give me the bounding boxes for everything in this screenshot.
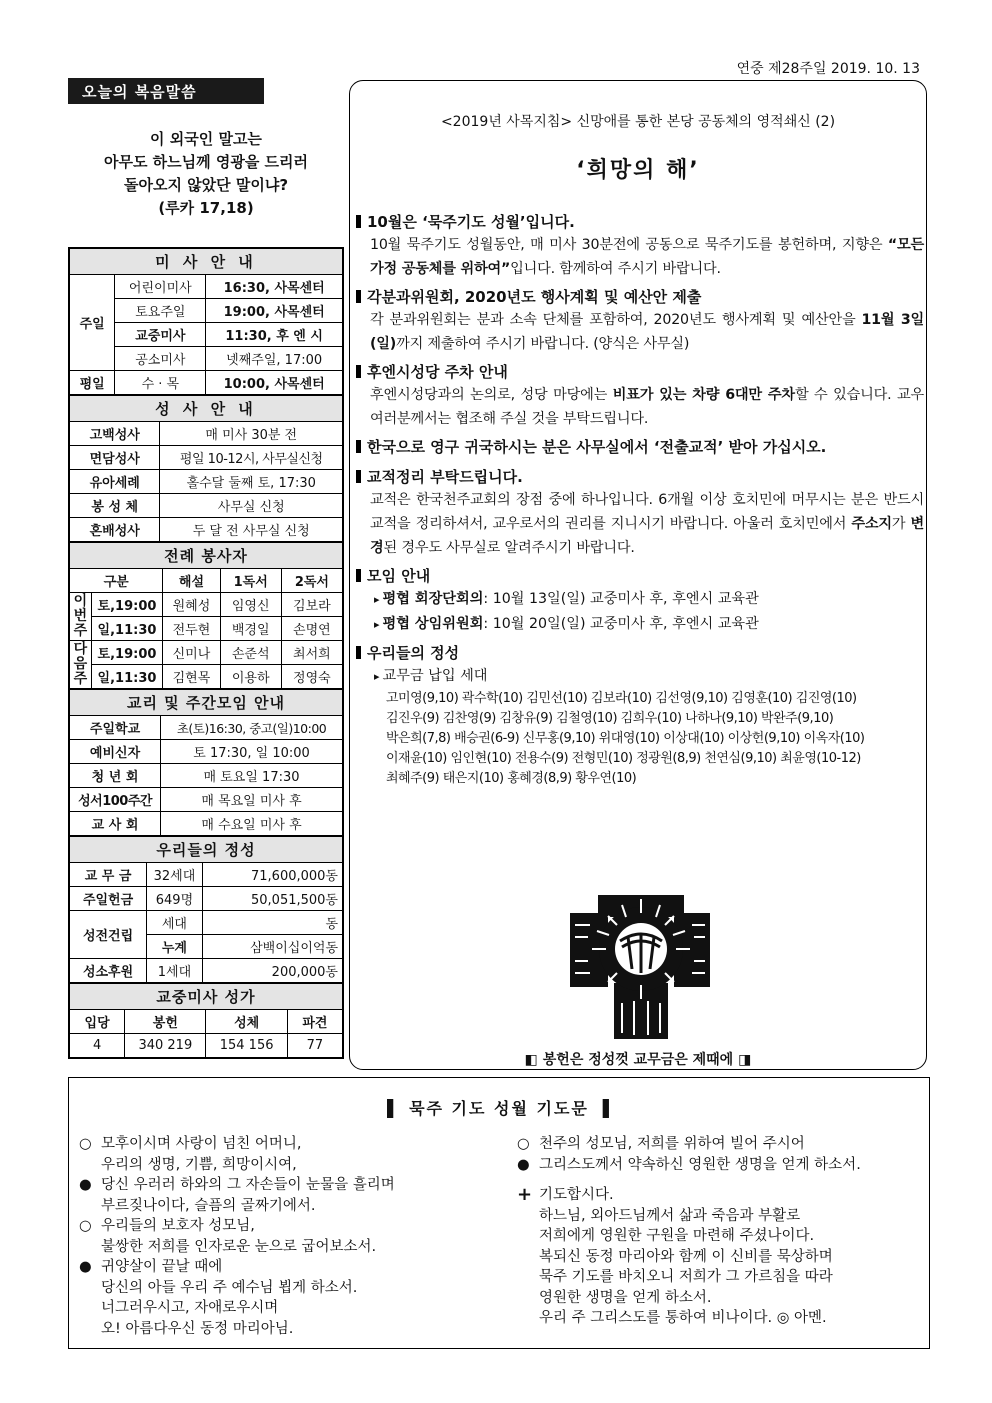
pastoral-title: ‘희망의 해’ [576, 158, 700, 183]
bullet-square-icon [356, 215, 361, 228]
prayer-title: ▌ 묵주 기도 성월 기도문 ▐ [387, 1099, 611, 1118]
mass-time: 11:30, 후 엔 시 [206, 323, 343, 347]
server-when: 일,11:30 [91, 617, 163, 641]
offering-count: 32세대 [147, 863, 203, 887]
hymn-number: 154 156 [206, 1034, 287, 1058]
server-reader2: 손명연 [281, 617, 342, 641]
server-commentator: 신미나 [163, 641, 220, 665]
prayer-line: 우리 주 그리스도를 통하여 비나이다. ◎ 아멘. [539, 1310, 827, 1326]
prayer-line: 영원한 생명을 얻게 하소서. [539, 1289, 712, 1306]
catechism-value: 토 17:30, 일 10:00 [161, 740, 343, 764]
notice-heading: 교적정리 부탁드립니다. [367, 468, 523, 486]
notice-heading: 우리들의 정성 [367, 644, 460, 662]
mass-name: 토요주일 [115, 299, 206, 323]
prayer-line: ○ 우리들의 보호자 성모님, [79, 1218, 255, 1234]
gospel-line: 이 외국인 말고는 [150, 130, 262, 148]
weekday-label: 평일 [70, 371, 115, 395]
prayer-line: ● 귀양살이 끝날 때에 [79, 1259, 223, 1275]
sacrament-name: 유아세례 [70, 470, 160, 494]
mass-name: 어린이미사 [115, 275, 206, 299]
notice-heading: 각분과위원회, 2020년도 행사계획 및 예산안 제출 [367, 288, 702, 306]
prayer-line: ● 당신 우러러 하와의 그 자손들이 눈물을 흘리며 [79, 1177, 395, 1193]
servers-header: 구분 [70, 569, 163, 593]
notice-body: 교적은 한국천주교회의 장점 중에 하나입니다. 6개월 이상 호치민에 머무시는 분은 반드시 교적을 정리하셔서, 교우로서의 권리를 지니시기 바랍니다. 아울러 호치민에서 주소지가 변경된 경우도 사무실로 알려주시기 바랍니다. [370, 492, 925, 556]
notice-devotion [356, 642, 924, 789]
server-commentator: 김현목 [163, 665, 220, 689]
catechism-value: 초(토)16:30, 중고(일)10:00 [161, 716, 343, 740]
hymn-header: 성체 [206, 1010, 287, 1034]
sacrament-name: 면담성사 [70, 446, 160, 470]
catechism-name: 예비신자 [70, 740, 161, 764]
catechism-name: 성서100주간 [70, 788, 161, 812]
sacrament-name: 고백성사 [70, 422, 160, 446]
hymn-number: 77 [287, 1034, 342, 1058]
offering-reminder: ◧ 봉헌은 정성껏 교무금은 제때에 ◨ [524, 1052, 752, 1068]
server-when: 토,19:00 [91, 641, 163, 665]
notice-plan [356, 286, 924, 356]
notice-body: 후엔시성당과의 논의로, 성당 마당에는 비표가 있는 차량 6대만 주차할 수 있습니다. 교우 여러분께서는 협조해 주실 것을 부탁드립니다. [370, 387, 925, 427]
mass-time: 19:00, 사목센터 [206, 299, 343, 323]
notice-heading: 10월은 ‘묵주기도 성월’입니다. [367, 213, 575, 231]
prayer-right-column [517, 1134, 927, 1329]
arrow-right-icon: ▸ [374, 670, 380, 683]
mass-time: 10:00, 사목센터 [206, 371, 343, 395]
hymn-number: 340 219 [125, 1034, 206, 1058]
next-week-label: 다음주 [70, 641, 92, 689]
notice-heading: 후엔시성당 주차 안내 [367, 363, 508, 381]
prayer-line: 저희에게 영원한 구원을 마련해 주셨나이다. [539, 1228, 815, 1244]
notice-body: 10월 묵주기도 성월동안, 매 미사 30분전에 공동으로 묵주기도를 봉헌하며, 지향은 “모든 가정 공동체를 위하여”입니다. 함께하여 주시기 바랍니다. [370, 237, 924, 277]
prayer-line: 묵주 기도를 바치오니 저희가 그 가르침을 따라 [539, 1269, 833, 1285]
offering-amount: 71,600,000동 [202, 863, 342, 887]
prayer-line: 당신의 아들 우리 주 예수님 뵙게 하소서. [101, 1279, 358, 1296]
offering-name: 주일헌금 [70, 887, 147, 911]
gospel-banner: 오늘의 복음말씀 [68, 78, 264, 104]
offering-name: 교 무 금 [70, 863, 147, 887]
hymns-section-title: 교중미사 성가 [70, 984, 343, 1010]
sacraments-section-title: 성 사 안 내 [70, 396, 343, 422]
servers-header: 2독서 [281, 569, 342, 593]
mass-time: 16:30, 사목센터 [206, 275, 343, 299]
meeting-line: ▸ 평협 회장단회의: 10월 13일(일) 교중미사 후, 후엔시 교육관 [374, 591, 759, 607]
offering-count: 649명 [147, 887, 203, 911]
bullet-square-icon [356, 470, 361, 483]
notice-body: 각 분과위원회는 분과 소속 단체를 포함하여, 2020년도 행사계획 및 예산안을 11월 3일(일)까지 제출하여 주시기 바랍니다. (양식은 사무실) [370, 312, 924, 352]
notice-return [356, 436, 924, 458]
catechism-value: 매 목요일 미사 후 [161, 788, 343, 812]
sunday-label: 주일 [70, 275, 115, 371]
catechism-value: 매 토요일 17:30 [161, 764, 343, 788]
server-reader2: 김보라 [281, 593, 342, 617]
offerings-section-title: 우리들의 정성 [70, 837, 343, 863]
gospel-reference: (루카 17,18) [158, 199, 254, 217]
offering-count: 누계 [147, 935, 203, 959]
mass-section-title: 미 사 안 내 [70, 249, 343, 275]
servers-header: 해설 [163, 569, 220, 593]
notice-parking [356, 361, 924, 431]
prayer-line: ○ 천주의 성모님, 저희를 위하여 빌어 주시어 [517, 1136, 805, 1152]
meeting-line: ▸ 평협 상임위원회: 10월 20일(일) 교중미사 후, 후엔시 교육관 [374, 616, 759, 632]
prayer-line: ○ 모후이시며 사랑이 넘친 어머니, [79, 1136, 302, 1152]
servers-header: 1독서 [220, 569, 281, 593]
notice-rosary [356, 211, 924, 281]
mass-name: 교중미사 [115, 323, 206, 347]
notice-meetings [356, 565, 924, 637]
gospel-quote [68, 128, 344, 220]
catechism-value: 매 수요일 미사 후 [161, 812, 343, 836]
offering-amount: 200,000동 [202, 959, 342, 983]
notice-registry [356, 466, 924, 560]
cross-icon: + [517, 1184, 533, 1205]
devotion-sub: ▸ 교무금 납입 세대 [374, 668, 488, 684]
server-reader1: 손준석 [220, 641, 281, 665]
name-line: 박은희(7,8) 배승권(6-9) 신무홍(9,10) 위대영(10) 이상대(10) 이상헌(9,10) 이옥자(10) [386, 731, 865, 746]
sacrament-name: 혼배성사 [70, 518, 160, 542]
server-when: 일,11:30 [91, 665, 163, 689]
catechism-name: 청 년 회 [70, 764, 161, 788]
sacrament-value: 두 달 전 사무실 신청 [160, 518, 343, 542]
notice-heading: 모임 안내 [367, 567, 431, 585]
prayer-line: 너그러우시고, 자애로우시며 [101, 1300, 279, 1316]
prayer-line: 불쌍한 저희를 인자로운 눈으로 굽어보소서. [101, 1238, 377, 1255]
arrow-right-icon: ▸ [374, 593, 380, 606]
gospel-line: 아무도 하느님께 영광을 드리러 [103, 153, 309, 171]
prayer-line: 우리의 생명, 기쁨, 희망이시여, [101, 1156, 297, 1173]
catechism-name: 주일학교 [70, 716, 161, 740]
offering-name: 성전건립 [70, 911, 147, 959]
prayer-line: 오! 아름다우신 동정 마리아님. [101, 1320, 294, 1337]
server-reader2: 최서희 [281, 641, 342, 665]
sacrament-value: 평일 10-12시, 사무실신청 [160, 446, 343, 470]
name-line: 김진우(9) 김찬영(9) 김창유(9) 김철영(10) 김희우(10) 나하나(9,10) 박완주(9,10) [386, 711, 834, 726]
mass-time: 넷째주일, 17:00 [206, 347, 343, 371]
prayer-line: + 기도합시다. [517, 1184, 614, 1205]
hymn-header: 봉헌 [125, 1010, 206, 1034]
server-reader1: 임영신 [220, 593, 281, 617]
pastoral-notices [349, 80, 927, 1070]
sacrament-value: 사무실 신청 [160, 494, 343, 518]
offering-amount: 삼백이십이억동 [202, 935, 342, 959]
bullet-square-icon [356, 290, 361, 303]
hymn-number: 4 [70, 1034, 125, 1058]
server-reader1: 백경일 [220, 617, 281, 641]
this-week-label: 이번주 [70, 593, 92, 641]
info-table [68, 247, 344, 1059]
sacrament-name: 봉 성 체 [70, 494, 160, 518]
sacrament-value: 매 미사 30분 전 [160, 422, 343, 446]
crucifix-woodcut-icon [570, 891, 710, 1041]
prayer-left-column [79, 1134, 499, 1339]
hymn-header: 입당 [70, 1010, 125, 1034]
bulletin-date: 연중 제28주일 2019. 10. 13 [736, 61, 920, 77]
offering-amount: 동 [202, 911, 342, 935]
server-reader2: 정영숙 [281, 665, 342, 689]
servers-section-title: 전례 봉사자 [70, 543, 343, 569]
prayer-line: ● 그리스도께서 약속하신 영원한 생명을 얻게 하소서. [517, 1156, 861, 1173]
name-line: 최혜주(9) 태은지(10) 홍혜경(8,9) 황우연(10) [386, 771, 637, 786]
notice-heading: 한국으로 영구 귀국하시는 분은 사무실에서 ‘전출교적’ 받아 가십시오. [367, 438, 827, 456]
offering-count: 세대 [147, 911, 203, 935]
bullet-square-icon [356, 646, 361, 659]
mass-name: 수 · 목 [115, 371, 206, 395]
mass-name: 공소미사 [115, 347, 206, 371]
server-commentator: 원혜성 [163, 593, 220, 617]
name-line: 이재윤(10) 임인현(10) 전용수(9) 전형민(10) 정광원(8,9) 천연심(9,10) 최윤영(10-12) [386, 751, 861, 766]
bullet-square-icon [356, 440, 361, 453]
offering-amount: 50,051,500동 [202, 887, 342, 911]
arrow-right-icon: ▸ [374, 618, 380, 631]
name-line: 고미영(9,10) 곽수학(10) 김민선(10) 김보라(10) 김선영(9,10) 김영훈(10) 김진영(10) [386, 691, 857, 706]
catechism-section-title: 교리 및 주간모임 안내 [70, 690, 343, 716]
gospel-line: 돌아오지 않았단 말이냐? [123, 176, 289, 194]
catechism-name: 교 사 회 [70, 812, 161, 836]
server-reader1: 이용하 [220, 665, 281, 689]
hymn-header: 파견 [287, 1010, 342, 1034]
rosary-prayer [68, 1077, 930, 1349]
prayer-line: 부르짖나이다, 슬픔의 골짜기에서. [101, 1197, 316, 1214]
bullet-square-icon [356, 365, 361, 378]
server-commentator: 전두현 [163, 617, 220, 641]
sacrament-value: 홀수달 둘째 토, 17:30 [160, 470, 343, 494]
prayer-line: 하느님, 외아드님께서 삶과 죽음과 부활로 [539, 1207, 801, 1224]
offering-name: 성소후원 [70, 959, 147, 983]
prayer-line: 복되신 동정 마리아와 함께 이 신비를 묵상하며 [539, 1248, 833, 1265]
server-when: 토,19:00 [91, 593, 163, 617]
pastoral-subtitle: <2019년 사목지침> 신망애를 통한 본당 공동체의 영적쇄신 (2) [440, 114, 836, 130]
bullet-square-icon [356, 569, 361, 582]
offering-count: 1세대 [147, 959, 203, 983]
